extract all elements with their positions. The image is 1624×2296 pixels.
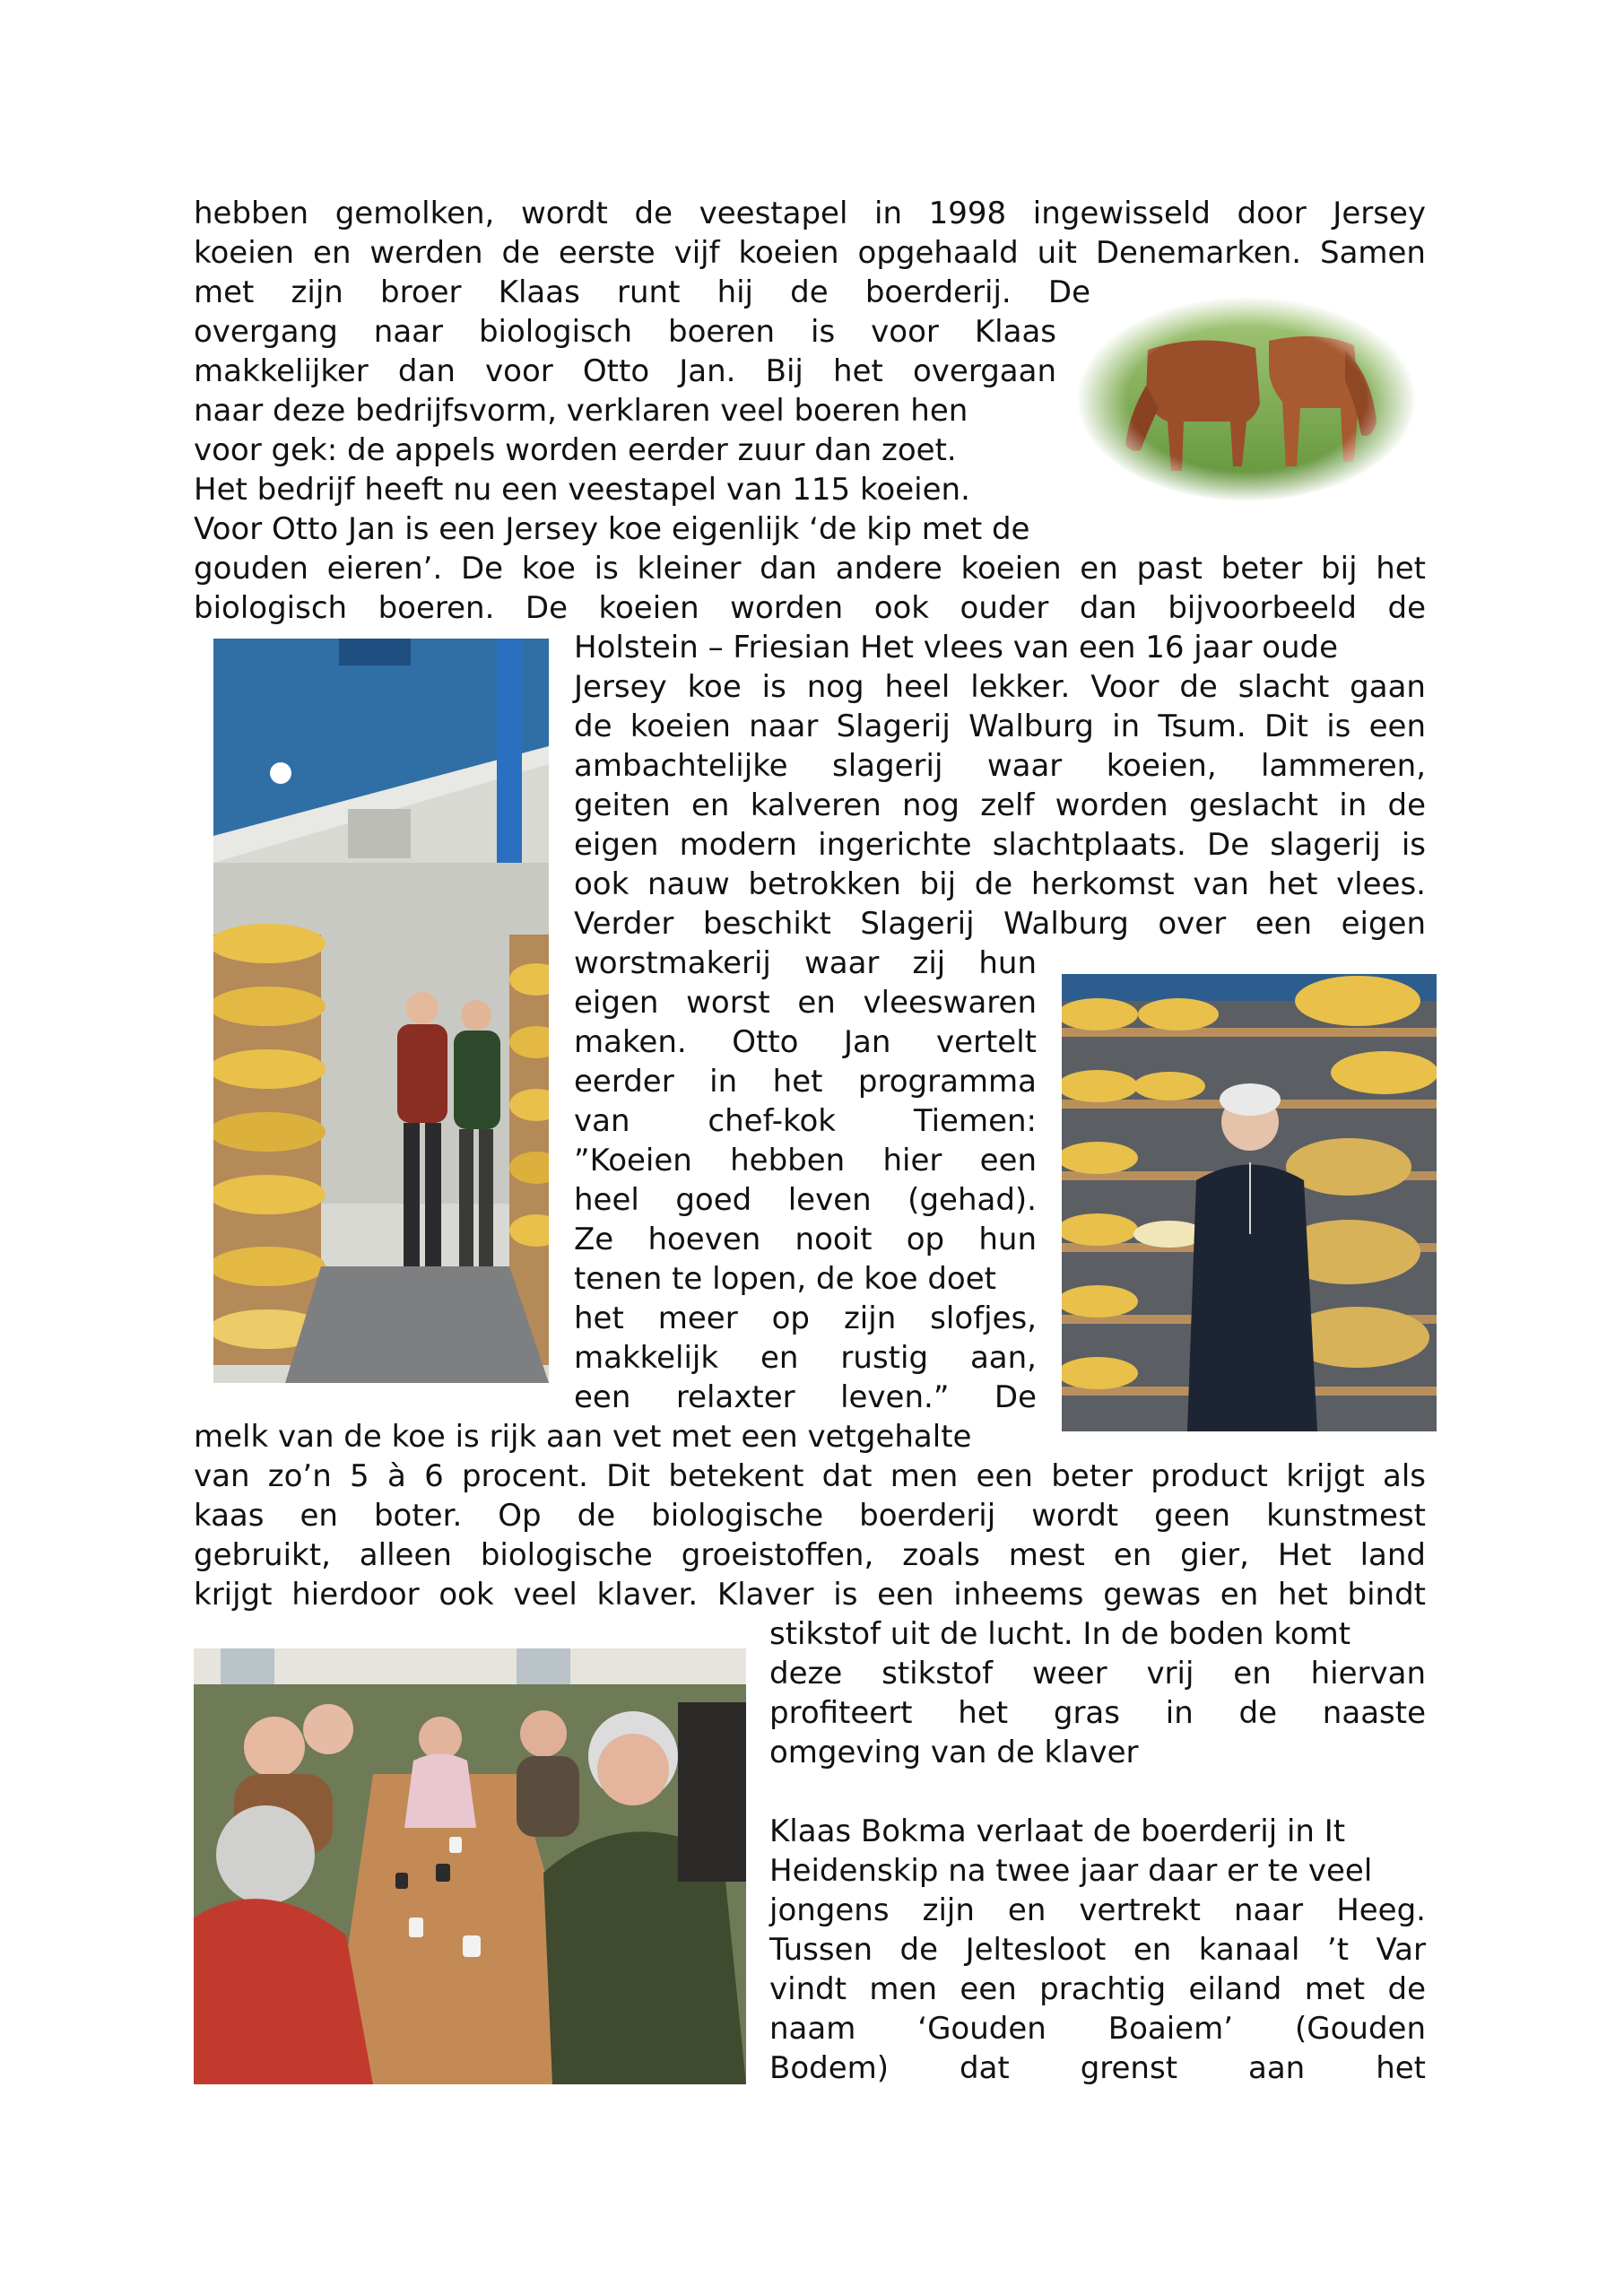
text-line: krijgt hierdoor ook veel klaver. Klaver is een inheems gewas en het bindt	[194, 1577, 1426, 1613]
text-line: worstmakerij waar zij hun	[574, 945, 1037, 981]
text-line: stikstof uit de lucht. In de boden komt	[769, 1616, 1351, 1652]
text-line: voor gek: de appels worden eerder zuur dan zoet.	[194, 432, 957, 468]
text-line: eigen modern ingerichte slachtplaats. De slagerij is	[574, 827, 1426, 863]
text-line: Heidenskip na twee jaar daar er te veel	[769, 1853, 1373, 1889]
text-line: het meer op zijn slofjes,	[574, 1300, 1037, 1336]
text-line: ”Koeien hebben hier een	[574, 1143, 1037, 1178]
text-line: ook nauw betrokken bij de herkomst van het vlees.	[574, 866, 1426, 902]
text-line: Verder beschikt Slagerij Walburg over een eigen	[574, 906, 1426, 942]
text-line: eigen worst en vleeswaren	[574, 985, 1037, 1021]
text-line: maken. Otto Jan vertelt	[574, 1024, 1037, 1060]
text-line: heel goed leven (gehad).	[574, 1182, 1037, 1218]
text-line: Tussen de Jeltesloot en kanaal ’t Var	[769, 1932, 1426, 1968]
text-line: melk van de koe is rijk aan vet met een vetgehalte	[194, 1419, 972, 1455]
text-line: koeien en werden de eerste vijf koeien opgehaald uit Denemarken. Samen	[194, 235, 1426, 271]
text-line: makkelijker dan voor Otto Jan. Bij het overgaan	[194, 353, 1056, 389]
photo-woman-with-cheese	[1062, 974, 1437, 1431]
text-line: Het bedrijf heeft nu een veestapel van 115 koeien.	[194, 472, 970, 508]
text-line: Voor Otto Jan is een Jersey koe eigenlijk ‘de kip met de	[194, 511, 1030, 547]
text-line: makkelijk en rustig aan,	[574, 1340, 1037, 1376]
text-line: hebben gemolken, wordt de veestapel in 1998 ingewisseld door Jersey	[194, 196, 1426, 231]
text-line: Holstein – Friesian Het vlees van een 16 jaar oude	[574, 630, 1339, 665]
text-line: van zo’n 5 à 6 procent. Dit betekent dat men een beter product krijgt als	[194, 1458, 1426, 1494]
text-line: tenen te lopen, de koe doet	[574, 1261, 996, 1297]
text-line: biologisch boeren. De koeien worden ook ouder dan bijvoorbeeld de	[194, 590, 1426, 626]
text-line: kaas en boter. Op de biologische boerderij wordt geen kunstmest	[194, 1498, 1426, 1534]
text-line: naam ‘Gouden Boaiem’ (Gouden	[769, 2011, 1426, 2047]
text-line: deze stikstof weer vrij en hiervan	[769, 1656, 1426, 1692]
text-line: jongens zijn en vertrekt naar Heeg.	[769, 1892, 1426, 1928]
text-line: vindt men een prachtig eiland met de	[769, 1971, 1426, 2007]
text-line: Jersey koe is nog heel lekker. Voor de slacht gaan	[574, 669, 1426, 705]
text-line: profiteert het gras in de naaste	[769, 1695, 1426, 1731]
text-line: de koeien naar Slagerij Walburg in Tsum. Dit is een	[574, 709, 1426, 744]
text-line: omgeving van de klaver	[769, 1735, 1139, 1770]
text-line: naar deze bedrijfsvorm, verklaren veel boeren hen	[194, 393, 968, 429]
text-line: eerder in het programma	[574, 1064, 1037, 1100]
text-line: overgang naar biologisch boeren is voor Klaas	[194, 314, 1056, 350]
text-line: gouden eieren’. De koe is kleiner dan andere koeien en past beter bij het	[194, 551, 1426, 587]
text-line: Ze hoeven nooit op hun	[574, 1222, 1037, 1257]
text-line: Bodem) dat grenst aan het	[769, 2050, 1426, 2086]
photo-group-at-table	[194, 1648, 746, 2084]
text-line: geiten en kalveren nog zelf worden geslacht in de	[574, 787, 1426, 823]
photo-jersey-cows	[1076, 296, 1417, 502]
text-line: een relaxter leven.” De	[574, 1379, 1037, 1415]
text-line: ambachtelijke slagerij waar koeien, lammeren,	[574, 748, 1426, 784]
text-line: Klaas Bokma verlaat de boerderij in It	[769, 1813, 1346, 1849]
text-line: van chef-kok Tiemen:	[574, 1103, 1037, 1139]
text-line: gebruikt, alleen biologische groeistoffen, zoals mest en gier, Het land	[194, 1537, 1426, 1573]
photo-cheese-warehouse-visitors	[213, 639, 549, 1383]
text-line: met zijn broer Klaas runt hij de boerderij. De	[194, 274, 1090, 310]
